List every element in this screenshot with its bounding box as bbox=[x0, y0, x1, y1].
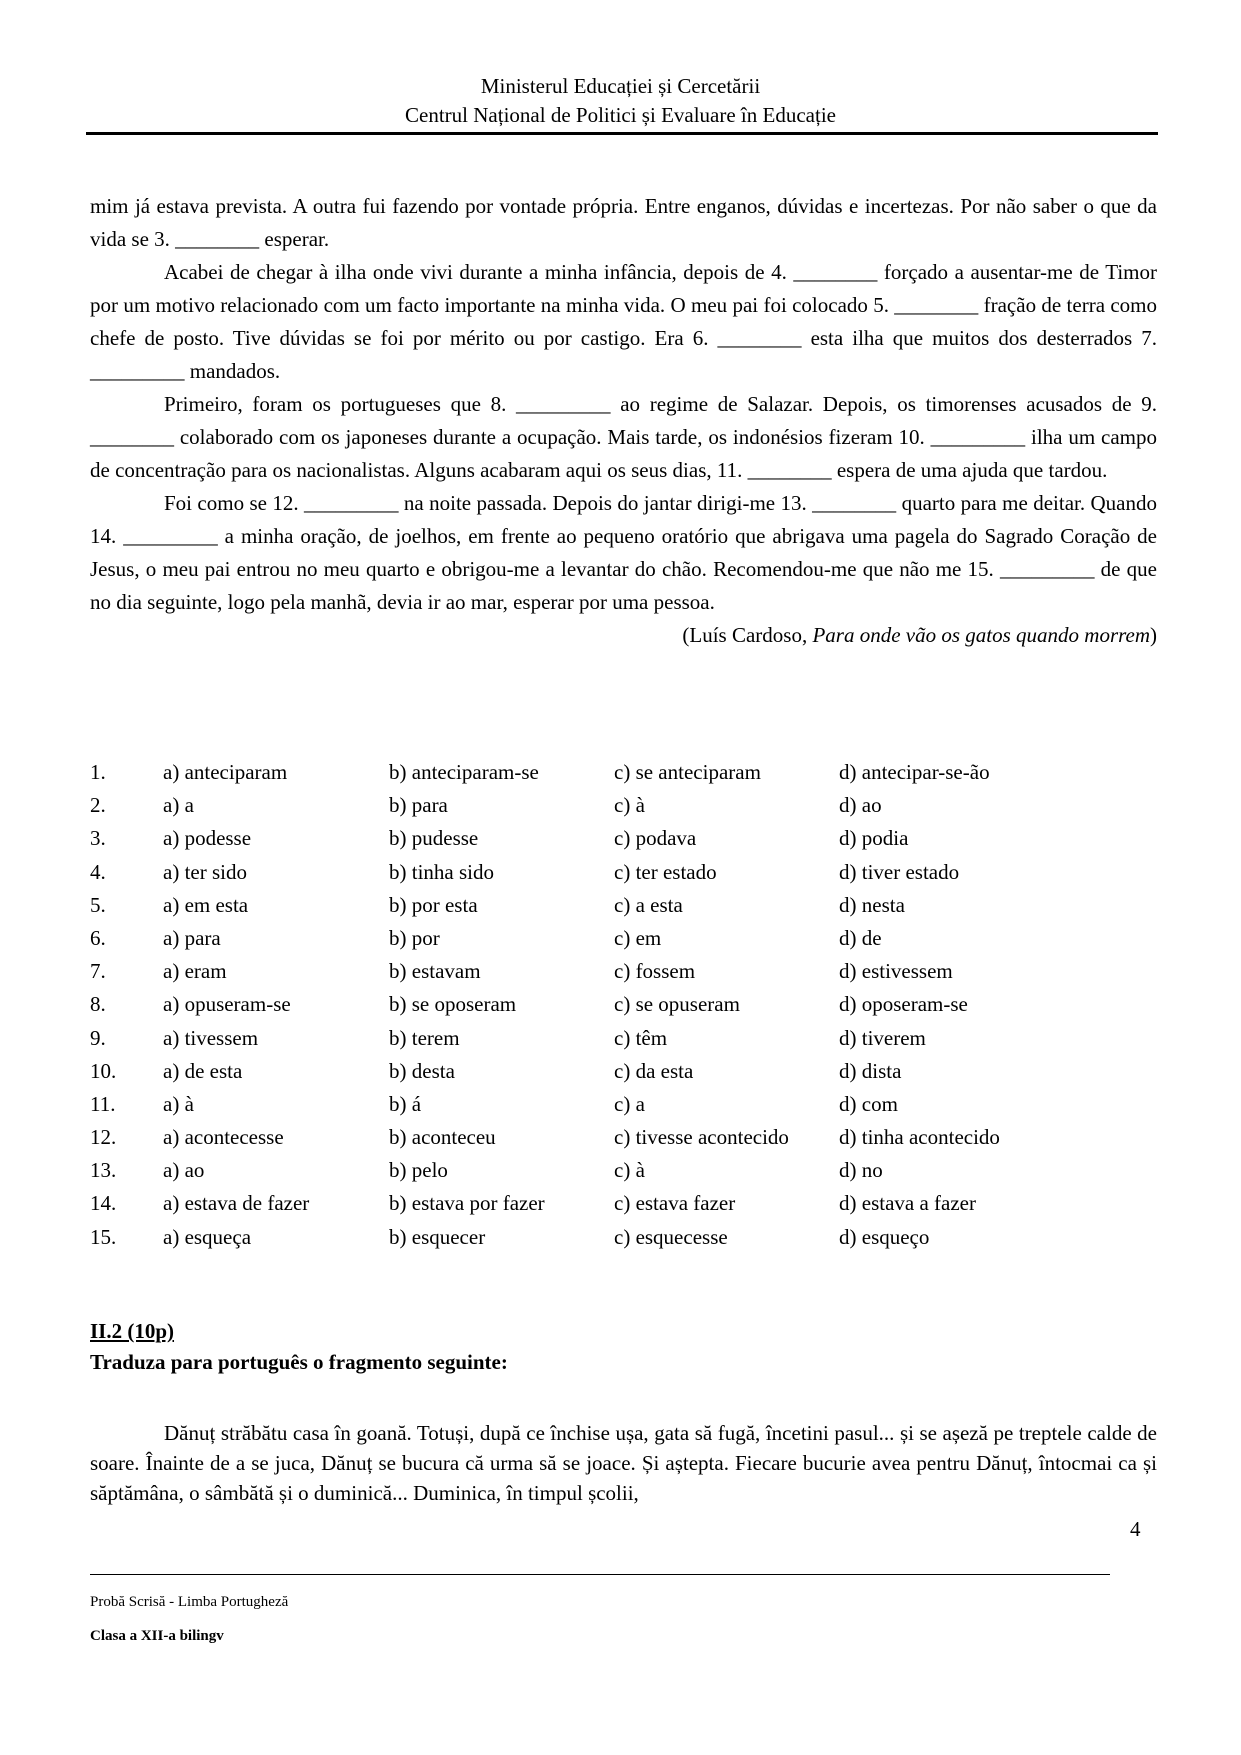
answer-options-list bbox=[90, 756, 1079, 1254]
option-row bbox=[90, 1221, 1079, 1254]
header-ministry: Ministerul Educației și Cercetării bbox=[480, 74, 761, 98]
option-d: d) esqueço bbox=[839, 1224, 930, 1249]
option-row bbox=[90, 1055, 1079, 1088]
option-b: b) desta bbox=[389, 1058, 455, 1083]
section-title: II.2 (10p) bbox=[90, 1319, 175, 1343]
option-b: b) aconteceu bbox=[389, 1125, 496, 1150]
option-row bbox=[90, 789, 1079, 822]
citation-title: Para onde vão os gatos quando morrem bbox=[812, 623, 1150, 647]
option-row bbox=[90, 856, 1079, 889]
option-d: d) de bbox=[839, 925, 882, 950]
option-a: a) tivessem bbox=[163, 1025, 259, 1050]
option-c: c) têm bbox=[614, 1025, 668, 1050]
option-b: b) para bbox=[389, 793, 448, 818]
option-d: d) podia bbox=[839, 826, 909, 851]
option-c: c) a bbox=[614, 1091, 645, 1116]
option-d: d) tiver estado bbox=[839, 859, 960, 884]
option-number: 8. bbox=[90, 992, 106, 1017]
option-a: a) estava de fazer bbox=[163, 1191, 310, 1216]
option-d: d) tiverem bbox=[839, 1025, 926, 1050]
option-a: a) à bbox=[163, 1091, 194, 1116]
option-c: c) se opuseram bbox=[614, 992, 740, 1017]
option-a: a) acontecesse bbox=[163, 1125, 284, 1150]
option-b: b) se oposeram bbox=[389, 992, 517, 1017]
option-b: b) pelo bbox=[389, 1158, 448, 1183]
option-b: b) por esta bbox=[389, 892, 478, 917]
option-a: a) opuseram-se bbox=[163, 992, 291, 1017]
option-row bbox=[90, 1121, 1079, 1154]
option-b: b) terem bbox=[389, 1025, 460, 1050]
option-c: c) fossem bbox=[614, 959, 696, 984]
option-row bbox=[90, 889, 1079, 922]
page-header bbox=[0, 72, 1241, 130]
translation-source-text: Dănuț străbătu casa în goană. Totuși, după ce închise ușa, gata să fugă, încetini pasul... și se așeză pe treptele calde de soare. Înainte de a se juca, Dănuț se bucura că urma să se joace. Și aștepta. Fiecare bucurie avea pentru Dănuț, întocmai ca și săptămâna, o sâmbătă și o duminică... Duminica, în timpul școlii, bbox=[90, 1421, 1157, 1505]
option-d: d) no bbox=[839, 1158, 883, 1183]
option-d: d) estava a fazer bbox=[839, 1191, 976, 1216]
footer-class: Clasa a XII-a bilingv bbox=[90, 1628, 224, 1644]
passage-paragraph-2: Acabei de chegar à ilha onde vivi durante a minha infância, depois de 4. ________ forçado a ausentar-me de Timor por um motivo relacionado com um facto importante na minha vida. O meu pai foi colocado 5. ________ fração de terra como chefe de posto. Tive dúvidas se foi por mérito ou por castigo. Era 6. ________ esta ilha que muitos dos desterrados 7. _________ mandados. bbox=[90, 260, 1157, 383]
option-b: b) estava por fazer bbox=[389, 1191, 545, 1216]
option-d: d) com bbox=[839, 1091, 898, 1116]
option-c: c) ter estado bbox=[614, 859, 717, 884]
option-number: 3. bbox=[90, 826, 106, 851]
option-row bbox=[90, 955, 1079, 988]
option-row bbox=[90, 756, 1079, 789]
option-b: b) estavam bbox=[389, 959, 481, 984]
option-c: c) podava bbox=[614, 826, 697, 851]
passage-paragraph-3: Primeiro, foram os portugueses que 8. _________ ao regime de Salazar. Depois, os timorenses acusados de 9. ________ colaborado com os japoneses durante a ocupação. Mais tarde, os indonésios fizeram 10. _________ ilha um campo de concentração para os nacionalistas. Alguns acabaram aqui os seus dias, 11. ________ espera de uma ajuda que tardou. bbox=[90, 392, 1157, 482]
passage-paragraph-4: Foi como se 12. _________ na noite passada. Depois do jantar dirigi-me 13. ________ quarto para me deitar. Quando 14. _________ a minha oração, de joelhos, em frente ao pequeno oratório que abrigava uma pagela do Sagrado Coração de Jesus, o meu pai entrou no meu quarto e obrigou-me a levantar do chão. Recomendou-me que não me 15. _________ de que no dia seguinte, logo pela manhã, devia ir ao mar, esperar por uma pessoa. bbox=[90, 491, 1157, 614]
option-b: b) tinha sido bbox=[389, 859, 494, 884]
option-d: d) dista bbox=[839, 1058, 902, 1083]
option-c: c) da esta bbox=[614, 1058, 694, 1083]
section-instruction: Traduza para português o fragmento seguinte: bbox=[90, 1350, 508, 1374]
option-row bbox=[90, 1187, 1079, 1220]
option-number: 10. bbox=[90, 1058, 117, 1083]
option-b: b) esquecer bbox=[389, 1224, 486, 1249]
footer-exam-title: Probă Scrisă - Limba Portugheză bbox=[90, 1594, 289, 1610]
option-d: d) antecipar-se-ão bbox=[839, 760, 990, 784]
option-row bbox=[90, 1022, 1079, 1055]
citation-author: (Luís Cardoso, bbox=[682, 623, 813, 647]
option-d: d) nesta bbox=[839, 892, 905, 917]
option-c: c) tivesse acontecido bbox=[614, 1125, 789, 1150]
option-c: c) à bbox=[614, 1158, 645, 1183]
option-c: c) se anteciparam bbox=[614, 760, 761, 784]
option-number: 11. bbox=[90, 1091, 116, 1116]
passage-citation bbox=[90, 619, 1157, 652]
option-b: b) por bbox=[389, 925, 440, 950]
header-divider bbox=[86, 132, 1158, 135]
option-number: 15. bbox=[90, 1224, 117, 1249]
option-b: b) pudesse bbox=[389, 826, 479, 851]
option-c: c) à bbox=[614, 793, 645, 818]
option-a: a) ao bbox=[163, 1158, 205, 1183]
header-center: Centrul Național de Politici și Evaluare în Educație bbox=[405, 103, 836, 127]
option-c: c) em bbox=[614, 925, 662, 950]
option-b: b) anteciparam-se bbox=[389, 760, 539, 784]
option-a: a) em esta bbox=[163, 892, 249, 917]
option-number: 14. bbox=[90, 1191, 117, 1216]
option-d: d) estivessem bbox=[839, 959, 953, 984]
option-number: 12. bbox=[90, 1125, 117, 1150]
option-d: d) oposeram-se bbox=[839, 992, 968, 1017]
option-row bbox=[90, 1088, 1079, 1121]
option-number: 2. bbox=[90, 793, 106, 818]
page-number: 4 bbox=[1130, 1517, 1141, 1541]
passage-paragraph-1: mim já estava prevista. A outra fui fazendo por vontade própria. Entre enganos, dúvidas e incertezas. Por não saber o que da vida se 3. ________ esperar. bbox=[90, 194, 1157, 251]
option-number: 9. bbox=[90, 1025, 106, 1050]
option-a: a) de esta bbox=[163, 1058, 243, 1083]
option-c: c) estava fazer bbox=[614, 1191, 736, 1216]
option-number: 5. bbox=[90, 892, 106, 917]
option-number: 6. bbox=[90, 925, 106, 950]
option-number: 4. bbox=[90, 859, 106, 884]
option-a: a) anteciparam bbox=[163, 760, 288, 784]
option-a: a) esqueça bbox=[163, 1224, 252, 1249]
option-b: b) á bbox=[389, 1091, 422, 1116]
option-a: a) ter sido bbox=[163, 859, 247, 884]
option-row bbox=[90, 988, 1079, 1021]
option-a: a) podesse bbox=[163, 826, 252, 851]
cloze-passage bbox=[90, 190, 1157, 652]
option-a: a) para bbox=[163, 925, 221, 950]
citation-close: ) bbox=[1150, 623, 1157, 647]
option-d: d) ao bbox=[839, 793, 882, 818]
option-row bbox=[90, 1154, 1079, 1187]
option-d: d) tinha acontecido bbox=[839, 1125, 1000, 1150]
footer-divider bbox=[90, 1574, 1110, 1575]
option-number: 1. bbox=[90, 760, 106, 784]
option-a: a) a bbox=[163, 793, 194, 818]
option-a: a) eram bbox=[163, 959, 227, 984]
option-c: c) a esta bbox=[614, 892, 683, 917]
option-number: 13. bbox=[90, 1158, 117, 1183]
option-row bbox=[90, 822, 1079, 855]
option-row bbox=[90, 922, 1079, 955]
option-number: 7. bbox=[90, 959, 106, 984]
option-c: c) esquecesse bbox=[614, 1224, 728, 1249]
